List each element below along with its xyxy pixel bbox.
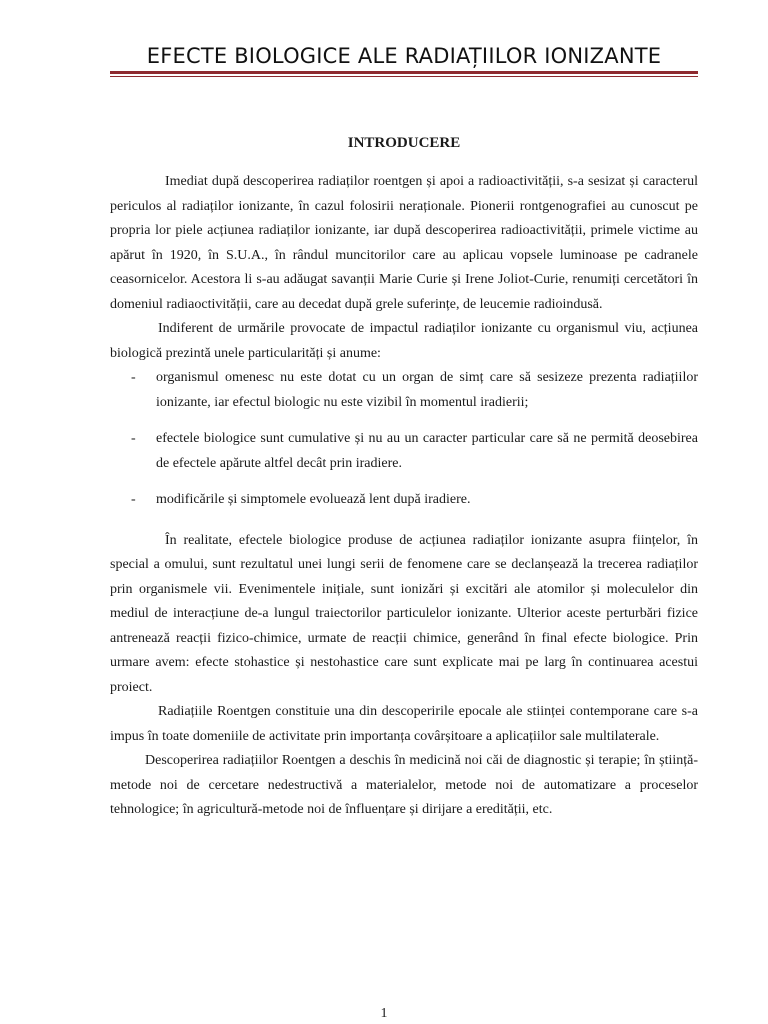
- list-item: [110, 366, 698, 415]
- header-rule-thin: [110, 76, 698, 77]
- list-item: [110, 488, 698, 513]
- header-rule: [110, 71, 698, 74]
- page-header-title: EFECTE BIOLOGICE ALE RADIAȚIILOR IONIZANTE: [146, 44, 662, 68]
- list-item: [110, 427, 698, 476]
- paragraph-reality: În realitate, efectele biologice produse de acțiunea radiaților ionizante asupra ființelor, în special a omului, sunt rezultatul unei lungi serii de fenomene care se declanșează la trecerea radiaților prin organismele vii. Evenimentele inițiale, sunt ionizări și excitări ale atomilor și moleculelor din mediul de interacțiune de-a lungul traiectorilor particulelor ionizante. Ulterior aceste perturbări fizice antrenează reacții fizico-chimice, urmate de reacții chimice, generând în final efecte biologice. Prin urmare avem: efecte stohastice și nestohastice care sunt explicate mai pe larg în continuarea acestui proiect.: [110, 532, 698, 695]
- list-item-text: organismul omenesc nu este dotat cu un organ de simț care să sesizeze prezenta radiațiilor ionizante, iar efectul biologic nu este vizibil în momentul iradierii;: [156, 370, 698, 410]
- particularities-list: [110, 366, 698, 513]
- list-item-text: modificările și simptomele evoluează lent după iradiere.: [156, 492, 471, 507]
- paragraph-applications: Descoperirea radiațiilor Roentgen a deschis în medicină noi căi de diagnostic și terapie; în știință-metode noi de cercetare nedestructivă a materialelor, metode noi de automatizare a proceselor tehnologice; în agricultură-metode noi de înfluențare și dirijare a eredității, etc.: [110, 753, 698, 817]
- paragraph-particularities: Indiferent de urmările provocate de impactul radiaților ionizante cu organismul viu, acțiunea biologică prezintă unele particularități și anume:: [110, 321, 698, 361]
- paragraph-roentgen: Radiațiile Roentgen constituie una din descoperirile epocale ale stiinței contemporane care s-a impus în toate domeniile de activitate prin importanța covârșitoare a aplicațiilor sale multilaterale.: [110, 704, 698, 744]
- document-body: [110, 170, 698, 823]
- page-number: 1: [380, 1006, 388, 1021]
- bullet-marker: -: [131, 370, 136, 385]
- section-title: INTRODUCERE: [347, 135, 461, 151]
- paragraph-intro: Imediat după descoperirea radiaților roentgen și apoi a radioactivității, s-a sesizat și caracterul periculos al radiaților ionizante, în cazul folosirii neraționale. Pionerii rontgenografiei au cunoscut pe propria lor piele acțiunea radiaților ionizante, iar după descoperirea radioactivității, primele victime au apărut în 1920, în S.U.A., în rândul muncitorilor care au aplicau vopsele luminoase pe cadranele ceasornicelor. Acestora li s-au adăugat savanții Marie Curie și Irene Joliot-Curie, renumiți cercetători în domeniul radiaoctivității, care au decedat după grele suferințe, de leucemie radioindusă.: [110, 174, 698, 312]
- bullet-marker: -: [131, 492, 136, 507]
- list-item-text: efectele biologice sunt cumulative și nu au un caracter particular care să ne permită deosebirea de efectele apărute altfel decât prin iradiere.: [156, 431, 698, 471]
- bullet-marker: -: [131, 431, 136, 446]
